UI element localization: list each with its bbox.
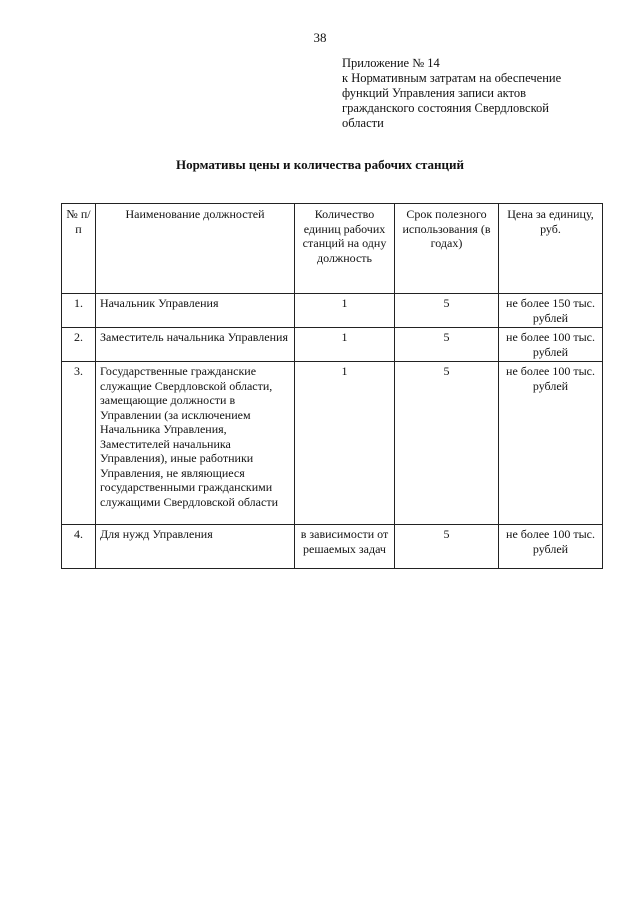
row-position: Государственные гражданские служащие Свердловской области, замещающие должности в Управлении (за исключением Начальника Управления, Заместителей начальника Управления), иные работники Управления, не являющиеся государственными гражданскими служащими Свердловской области [96, 362, 295, 525]
row-term: 5 [395, 525, 499, 569]
workstation-norms-table [61, 203, 603, 569]
appendix-line: гражданского состояния Свердловской [342, 101, 549, 115]
header-price: Цена за единицу, руб. [499, 204, 603, 294]
row-quantity: 1 [295, 294, 395, 328]
row-quantity: 1 [295, 328, 395, 362]
document-title: Нормативы цены и количества рабочих станций [176, 157, 464, 172]
row-term: 5 [395, 294, 499, 328]
table-header-row [62, 204, 603, 294]
header-number: № п/п [62, 204, 96, 294]
appendix-line: к Нормативным затратам на обеспечение [342, 71, 562, 85]
page-number: 38 [313, 30, 327, 45]
row-term: 5 [395, 328, 499, 362]
table-row [62, 328, 603, 362]
row-price: не более 100 тыс. рублей [499, 362, 603, 525]
table-row [62, 525, 603, 569]
row-number: 2. [62, 328, 96, 362]
row-number: 4. [62, 525, 96, 569]
appendix-line: области [342, 116, 384, 130]
row-number: 3. [62, 362, 96, 525]
row-position: Для нужд Управления [96, 525, 295, 569]
row-quantity: в зависимости от решаемых задач [295, 525, 395, 569]
table-row [62, 362, 603, 525]
row-number: 1. [62, 294, 96, 328]
row-term: 5 [395, 362, 499, 525]
row-position: Заместитель начальника Управления [96, 328, 295, 362]
row-price: не более 100 тыс. рублей [499, 525, 603, 569]
header-quantity: Количество единиц рабочих станций на одну должность [295, 204, 395, 294]
row-price: не более 100 тыс. рублей [499, 328, 603, 362]
appendix-header [342, 56, 602, 131]
table-row [62, 294, 603, 328]
row-quantity: 1 [295, 362, 395, 525]
row-price: не более 150 тыс. рублей [499, 294, 603, 328]
appendix-line: Приложение № 14 [342, 56, 440, 70]
header-position: Наименование должностей [96, 204, 295, 294]
row-position: Начальник Управления [96, 294, 295, 328]
header-term: Срок полезного использования (в годах) [395, 204, 499, 294]
appendix-line: функций Управления записи актов [342, 86, 526, 100]
